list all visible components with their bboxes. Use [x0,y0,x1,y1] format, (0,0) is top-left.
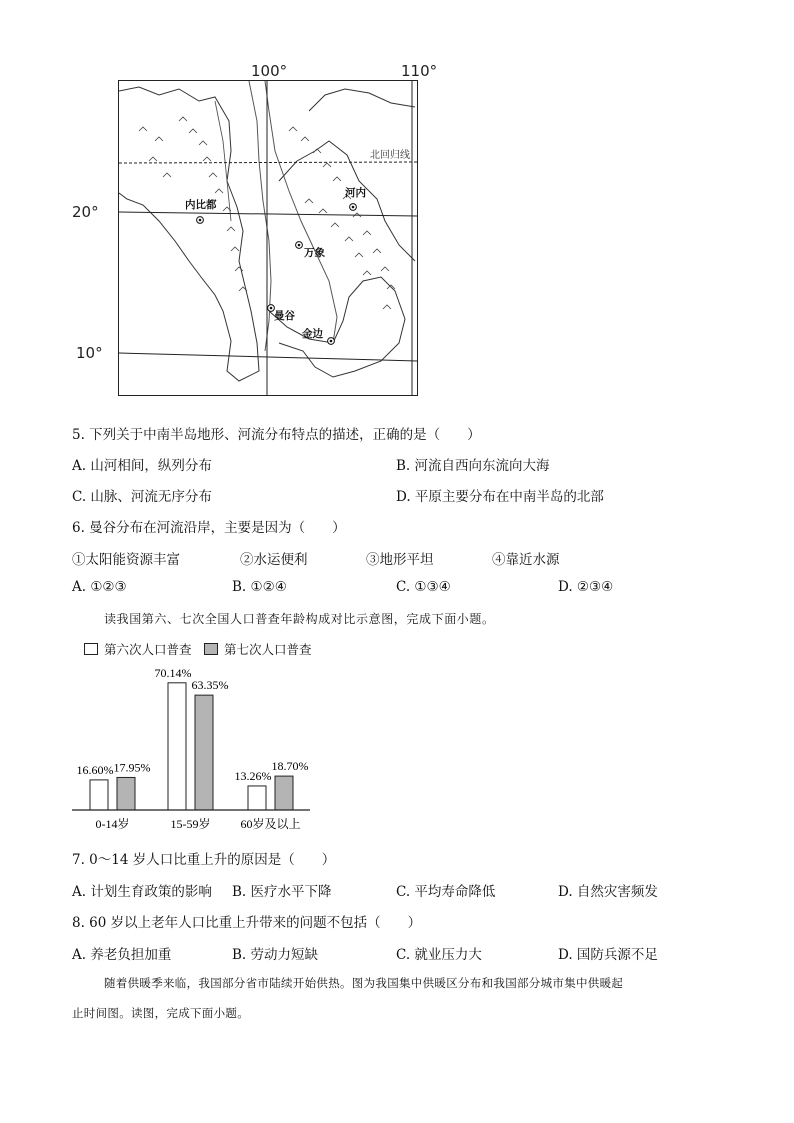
latitude-label-20: 20° [72,203,99,221]
question-6-item-2: ②水运便利 [240,552,308,568]
bar-6th-0 [90,780,108,810]
question-7-option-a[interactable]: A. 计划生育政策的影响 [72,884,212,900]
coast-north [309,89,415,111]
question-8-option-d[interactable]: D. 国防兵源不足 [558,947,658,963]
question-7-option-c[interactable]: C. 平均寿命降低 [396,884,496,900]
question-6-stem: 6. 曼谷分布在河流沿岸，主要是因为（ ） [72,520,346,536]
question-6-option-b[interactable]: B. ①②④ [232,579,287,595]
bar-7th-2 [275,776,293,810]
city-label-hanoi: 河内 [345,187,366,199]
value-label-6th-1: 70.14% [154,665,192,680]
category-label-2: 60岁及以上 [240,817,301,831]
question-5-stem: 5. 下列关于中南半岛地形、河流分布特点的描述，正确的是（ ） [72,427,481,443]
value-label-7th-0: 17.95% [113,760,151,775]
question-6-item-1: ①太阳能资源丰富 [72,552,180,568]
value-label-7th-2: 18.70% [271,759,309,774]
river-1 [249,81,271,351]
parallel-20 [119,212,418,216]
question-6-item-3: ③地形平坦 [366,552,434,568]
heating-intro-line-2: 止时间图。读图，完成下面小题。 [72,1006,249,1020]
legend-label-6th: 第六次人口普查 [104,642,192,657]
question-6-option-a[interactable]: A. ①②③ [72,579,127,595]
heating-intro-line-1: 随着供暖季来临，我国部分省市陆续开始供热。图为我国集中供暖区分布和我国部分城市集中供暖起 [104,976,624,990]
chart-category-labels [96,816,301,831]
city-vientiane [296,242,326,259]
question-7-stem: 7. 0～14 岁人口比重上升的原因是（ ） [72,852,336,868]
question-6-option-c[interactable]: C. ①③④ [396,579,451,595]
latitude-label-10: 10° [76,344,103,362]
coastline-east [269,277,405,377]
question-7-option-b[interactable]: B. 医疗水平下降 [232,884,332,900]
population-intro: 读我国第六、七次全国人口普查年龄构成对比示意图，完成下面小题。 [104,612,495,626]
city-phnom-penh [302,327,334,344]
bar-7th-0 [117,777,135,810]
bar-6th-2 [248,786,266,810]
tropic-label: 北回归线 [370,150,410,161]
question-6-item-4: ④靠近水源 [492,552,560,568]
chart-bars [90,683,293,810]
city-label-bangkok: 曼谷 [274,310,295,322]
question-5-option-c[interactable]: C. 山脉、河流无序分布 [72,489,212,505]
question-5-option-b[interactable]: B. 河流自西向东流向大海 [396,458,550,474]
bar-7th-1 [195,695,213,810]
city-label-naypyidaw: 内比都 [185,199,217,211]
parallel-10 [119,353,418,361]
category-label-1: 15-59岁 [170,817,211,831]
chart-value-labels [77,666,309,783]
question-8-stem: 8. 60 岁以上老年人口比重上升带来的问题不包括（ ） [72,915,422,931]
city-label-phnom-penh: 金边 [302,328,323,340]
question-8-option-a[interactable]: A. 养老负担加重 [72,947,172,963]
question-8-option-c[interactable]: C. 就业压力大 [396,947,482,963]
longitude-label-110: 110° [401,62,438,80]
city-label-vientiane: 万象 [304,247,325,259]
city-naypyidaw [185,198,217,223]
city-hanoi [345,186,366,210]
indochina-map [118,80,418,396]
longitude-label-100: 100° [251,62,288,80]
population-age-chart [72,636,332,836]
river-3 [215,101,231,221]
bar-6th-1 [168,683,186,810]
map-drawing [119,81,418,396]
question-7-option-d[interactable]: D. 自然灾害频发 [558,884,658,900]
value-label-7th-1: 63.35% [191,678,229,693]
category-label-0: 0-14岁 [95,817,130,831]
value-label-6th-0: 16.60% [76,762,114,777]
question-5-option-a[interactable]: A. 山河相间，纵列分布 [72,458,212,474]
value-label-6th-2: 13.26% [234,768,272,783]
question-6-option-d[interactable]: D. ②③④ [558,579,614,595]
legend-label-7th: 第七次人口普查 [224,642,312,657]
tropic-of-cancer [119,162,418,163]
question-5-option-d[interactable]: D. 平原主要分布在中南半岛的北部 [396,489,604,505]
coastline [119,87,259,381]
question-8-option-b[interactable]: B. 劳动力短缺 [232,947,319,963]
